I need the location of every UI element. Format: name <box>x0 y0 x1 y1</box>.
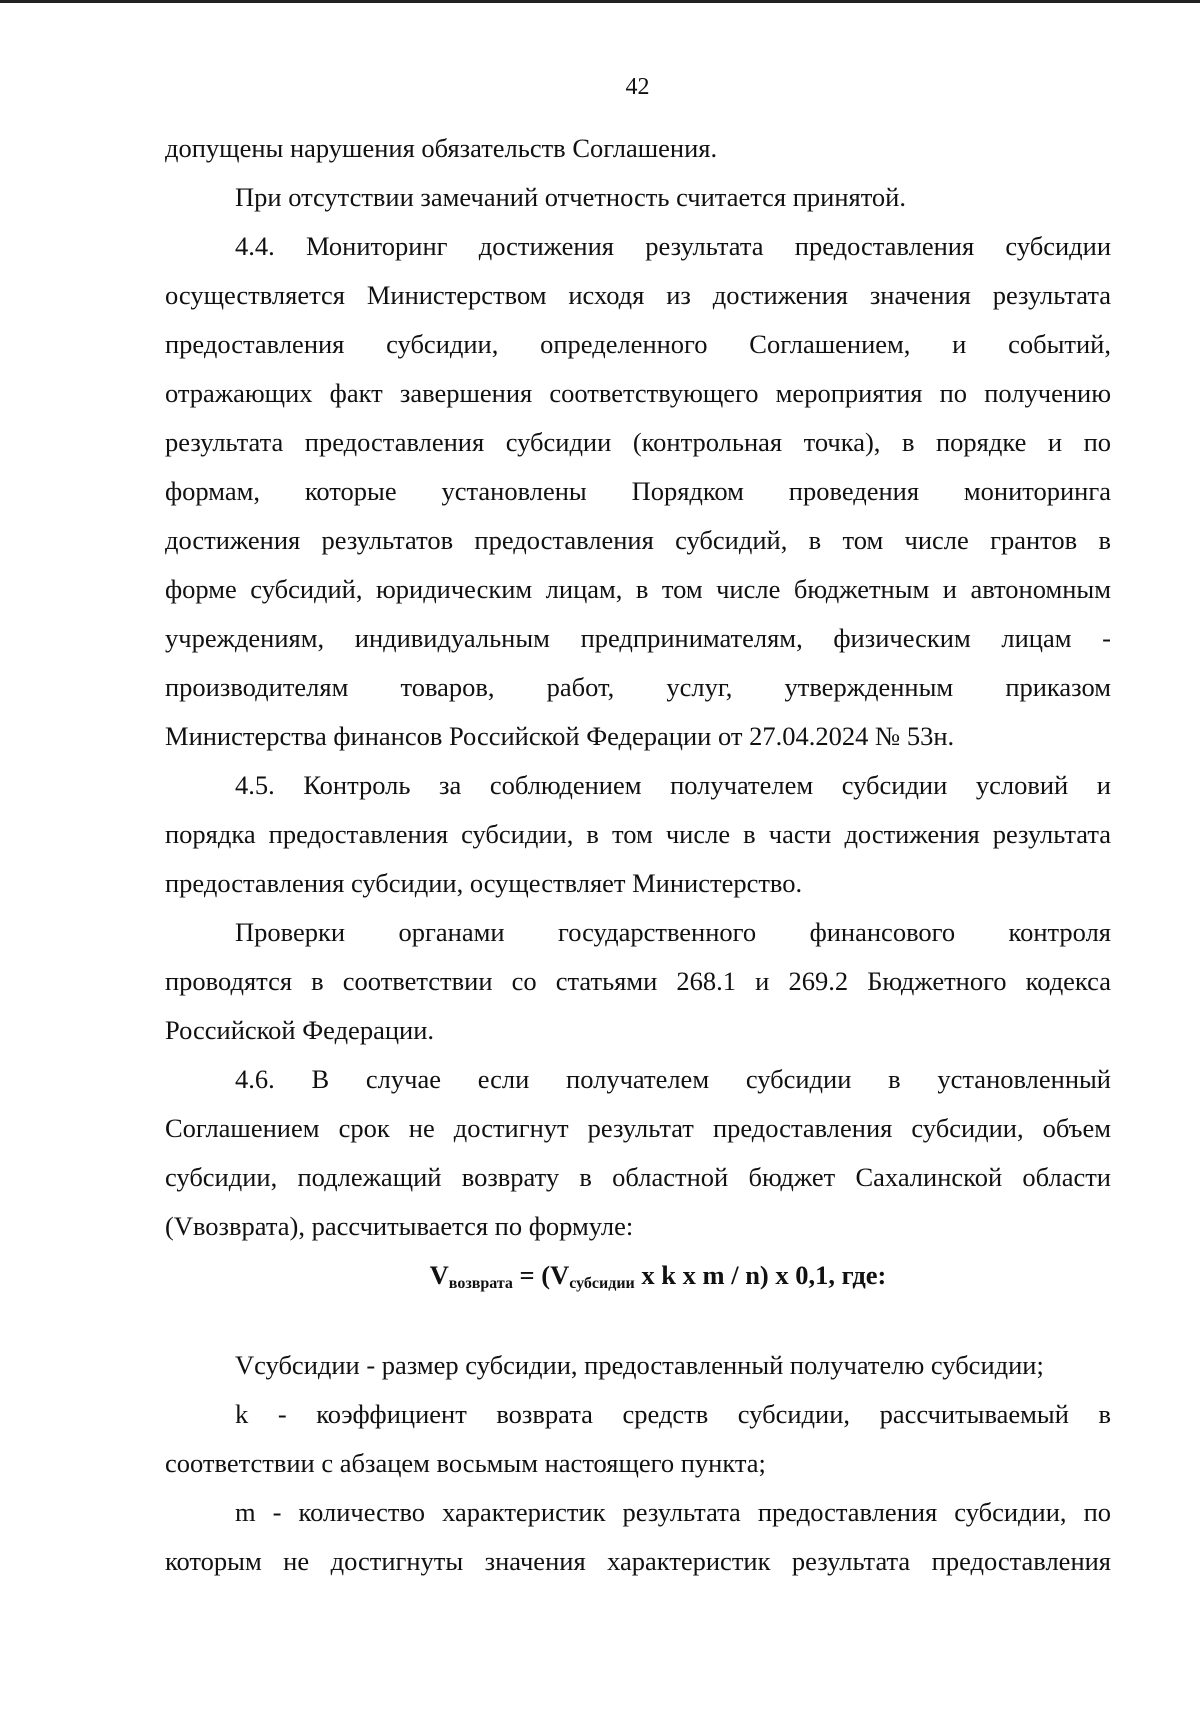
paragraph-report-accepted <box>165 173 1111 222</box>
text-line: Министерства финансов Российской Федерации от 27.04.2024 № 53н. <box>165 721 955 751</box>
page-number: 42 <box>625 74 650 100</box>
definition-m <box>165 1488 1111 1586</box>
text-line: порядка предоставления субсидии, в том числе в части достижения результата <box>165 819 1111 849</box>
text-line: достижения результатов предоставления субсидий, в том числе грантов в <box>165 525 1111 555</box>
text-line: которым не достигнуты значения характеристик результата предоставления <box>165 1546 1111 1576</box>
text-line: предоставления субсидии, осуществляет Министерство. <box>165 868 803 898</box>
text-line: Российской Федерации. <box>165 1015 434 1045</box>
text-line: форме субсидий, юридическим лицам, в том числе бюджетным и автономным <box>165 574 1111 604</box>
scan-top-edge <box>0 0 1200 3</box>
text-line: (Vвозврата), рассчитывается по формуле: <box>165 1211 634 1241</box>
text-line: Проверки органами государственного финансового контроля <box>235 917 1111 947</box>
paragraph-continuation <box>165 124 1111 173</box>
text-line: 4.6. В случае если получателем субсидии в установленный <box>235 1064 1111 1094</box>
text-line: m - количество характеристик результата предоставления субсидии, по <box>235 1497 1111 1527</box>
return-formula: $V_{возврата} = (V_{субсидии}$ x k x m / n) x 0,1, где: <box>429 1260 887 1292</box>
text-line: 4.5. Контроль за соблюдением получателем субсидии условий и <box>235 770 1111 800</box>
text-line: проводятся в соответствии со статьями 268.1 и 269.2 Бюджетного кодекса <box>165 966 1111 996</box>
paragraph-inspections <box>165 908 1111 1055</box>
paragraph-4-5 <box>165 761 1111 908</box>
text-line: осуществляется Министерством исходя из достижения значения результата <box>165 280 1111 310</box>
text-line: Соглашением срок не достигнут результат предоставления субсидии, объем <box>165 1113 1111 1143</box>
text-line: производителям товаров, работ, услуг, утвержденным приказом <box>165 672 1111 702</box>
paragraph-4-4 <box>165 222 1111 761</box>
text-line: При отсутствии замечаний отчетность считается принятой. <box>235 182 906 212</box>
text-line: k - коэффициент возврата средств субсидии, рассчитываемый в <box>235 1399 1111 1429</box>
text-line: 4.4. Мониторинг достижения результата предоставления субсидии <box>235 231 1111 261</box>
definition-v-subsidy <box>165 1341 1111 1390</box>
text-line: соответствии с абзацем восьмым настоящего пункта; <box>165 1448 766 1478</box>
text-line: субсидии, подлежащий возврату в областной бюджет Сахалинской области <box>165 1162 1111 1192</box>
text-line: предоставления субсидии, определенного Соглашением, и событий, <box>165 329 1111 359</box>
text-line: Vсубсидии - размер субсидии, предоставленный получателю субсидии; <box>235 1350 1044 1380</box>
text-line: отражающих факт завершения соответствующего мероприятия по получению <box>165 378 1111 408</box>
paragraph-4-6 <box>165 1055 1111 1251</box>
document-body <box>165 124 1111 1586</box>
text-line: формам, которые установлены Порядком проведения мониторинга <box>165 476 1111 506</box>
text-line: учреждениям, индивидуальным предпринимателям, физическим лицам - <box>165 623 1111 653</box>
definition-k <box>165 1390 1111 1488</box>
text-line: результата предоставления субсидии (контрольная точка), в порядке и по <box>165 427 1111 457</box>
text-line: допущены нарушения обязательств Соглашения. <box>165 133 718 163</box>
